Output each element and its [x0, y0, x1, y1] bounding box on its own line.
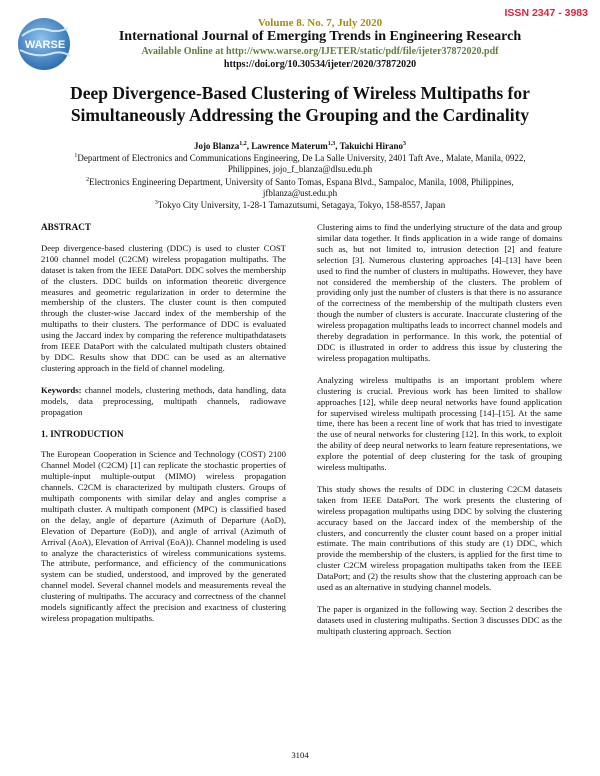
title-line-2: Simultaneously Addressing the Grouping and the Cardinality — [70, 105, 530, 125]
author-list: Jojo Blanza$^{1,2}$, Lawrence Materum$^{1,3}$, Takuichi Hirano$^3$ — [193, 141, 407, 151]
issn: ISSN 2347 - 3983 — [504, 7, 588, 19]
right-paragraph-2: Analyzing wireless multipaths is an important problem where clustering is crucial. Previous work has been limited to shallow approaches [12], while deep neural networks have found application for supervised wireless multipath processing [14]–[15]. At the same time, there has been a recent line of work that has tried to investigate the use of neural networks for clustering [12]. In this work, to exploit the ability of deep neural networks to learn feature representations, we explore the potential of deep clustering for the task of grouping wireless multipaths. — [317, 374, 562, 473]
paper-title — [40, 82, 560, 126]
left-column — [41, 222, 286, 635]
right-paragraph-3: This study shows the results of DDC in clustering C2CM datasets taken from IEEE DataPort. The work presents the clustering of wireless propagation multipaths using DDC by solving the clustering accuracy based on the Jaccard index of the membership of the clusters, and concurrently the cluster count based on a proper initial estimate. The main contributions of this study are (1) DDC, which provide the membership of the clusters, is applied for the first time to cluster C2CM wireless propagation multipaths taken from the IEEE DataPort; and (2) the results show that the clustering approach can be used as an alternative in studying channel models. — [317, 483, 562, 593]
affiliation-1: $^1$Department of Electronics and Communications Engineering, De La Salle University, 2401 Taft Ave., Malate, Manila, 0922, Philippines, jojo_f_blanza@dlsu.edu.ph — [74, 153, 526, 174]
author-1: Jojo Blanza — [193, 141, 240, 151]
keywords-label: Keywords: — [41, 384, 82, 395]
keywords — [41, 385, 286, 418]
right-column — [317, 222, 562, 648]
author-3: , Takuichi Hirano — [335, 141, 404, 151]
abstract-text: Deep divergence-based clustering (DDC) is used to cluster COST 2100 channel model (C2CM) wireless propagation multipaths. The dataset is taken from the IEEE DataPort. DDC solves the membership of the clusters. DDC builds on information theoretic divergence measures and geometric regularization in order to determine the membership of the clusters. The cluster count is then computed through the cluster-wise Jaccard index of the membership of the multipaths to their clusters. The performance of DDC is evaluated using the Jaccard index by comparing the reference multipathdatasets from IEEE DataPort with the calculated multipath clusters obtained by DDC. Results show that DDC can be used as an alternative clustering approach in the field of channel modeling. — [41, 242, 286, 373]
warse-logo — [14, 14, 76, 74]
affiliation-2: $^2$Electronics Engineering Department, University of Santo Tomas, Espana Blvd., Sampaloc, Manila, 1008, Philippines, jfblanza@ust.edu.ph — [86, 177, 514, 198]
abstract-heading: ABSTRACT — [41, 222, 92, 232]
title-line-1: Deep Divergence-Based Clustering of Wireless Multipaths for — [70, 83, 530, 103]
doi-link[interactable]: https://doi.org/10.30534/ijeter/2020/37872020 — [223, 59, 417, 70]
journal-name: International Journal of Emerging Trends in Engineering Research — [118, 29, 522, 44]
right-paragraph-1: Clustering aims to find the underlying structure of the data and group similar data together. It finds application in a wide range of domains such as, but not limited to, intrusion detection [2] and feature selection [3]. Numerous clustering approaches [4]–[13] have been used to find the number of clusters in multipaths. However, they have not considered the membership of the clusters. The problem of providing only just the number of clusters is that there is no assurance of the correctness of the membership of the multipath clusters even though the number of clusters is accurate. Inaccurate clustering of the wireless propagation multipaths leads to incorrect channel models and thereby degradation in performance. In this work, the potential of DDC is illustrated in order to address this issue by clustering the wireless propagation multipaths. — [317, 222, 562, 363]
intro-heading: 1. INTRODUCTION — [41, 428, 124, 439]
affiliation-3: $^3$Tokyo City University, 1-28-1 Tamazutsumi, Setagaya, Tokyo, 158-8557, Japan — [154, 200, 446, 210]
keywords-text: channel models, clustering methods, data handling, data models, data preprocessing, multipath channels, radiowave propagation — [41, 384, 287, 417]
page-number: 3104 — [291, 750, 309, 760]
volume-info: Volume 8. No. 7, July 2020 — [257, 17, 383, 29]
intro-paragraph-1: The European Cooperation in Science and Technology (COST) 2100 Channel Model (C2CM) [1] can replicate the stochastic properties of multiple-input multiple-output (MIMO) wireless propagation channels. C2CM is characterized by multipath clusters. Groups of multipath components with similar delay and angles comprise a multipath cluster. A multipath component (MPC) is classified based on the delay, angle of departure (Azimuth of Departure (AoD), Elevation of Departure (EoD)), and angle of arrival (Azimuth of Arrival (AoA), Elevation of Arrival (EoA)). Channel modeling is used to analyze the characteristics of wireless communications systems. The attribute, performance, and efficiency of the communications system can be studied, understood, and improved by the generated channel model. Several channel models and measurements reveal the clustering of multipaths. The accuracy and correctness of the channel models significantly affect the precision and exactness of clustering wireless propagation multipaths. — [41, 449, 286, 623]
right-paragraph-4: The paper is organized in the following way. Section 2 describes the datasets used in clustering multipaths. Section 3 discusses DDC as the multipath clustering approach. Section — [317, 604, 562, 636]
online-url[interactable]: Available Online at http://www.warse.org/IJETER/static/pdf/file/ijeter37872020.pdf — [141, 46, 499, 57]
author-2: , Lawrence Materum — [246, 141, 328, 151]
logo-text: WARSE — [24, 39, 66, 51]
